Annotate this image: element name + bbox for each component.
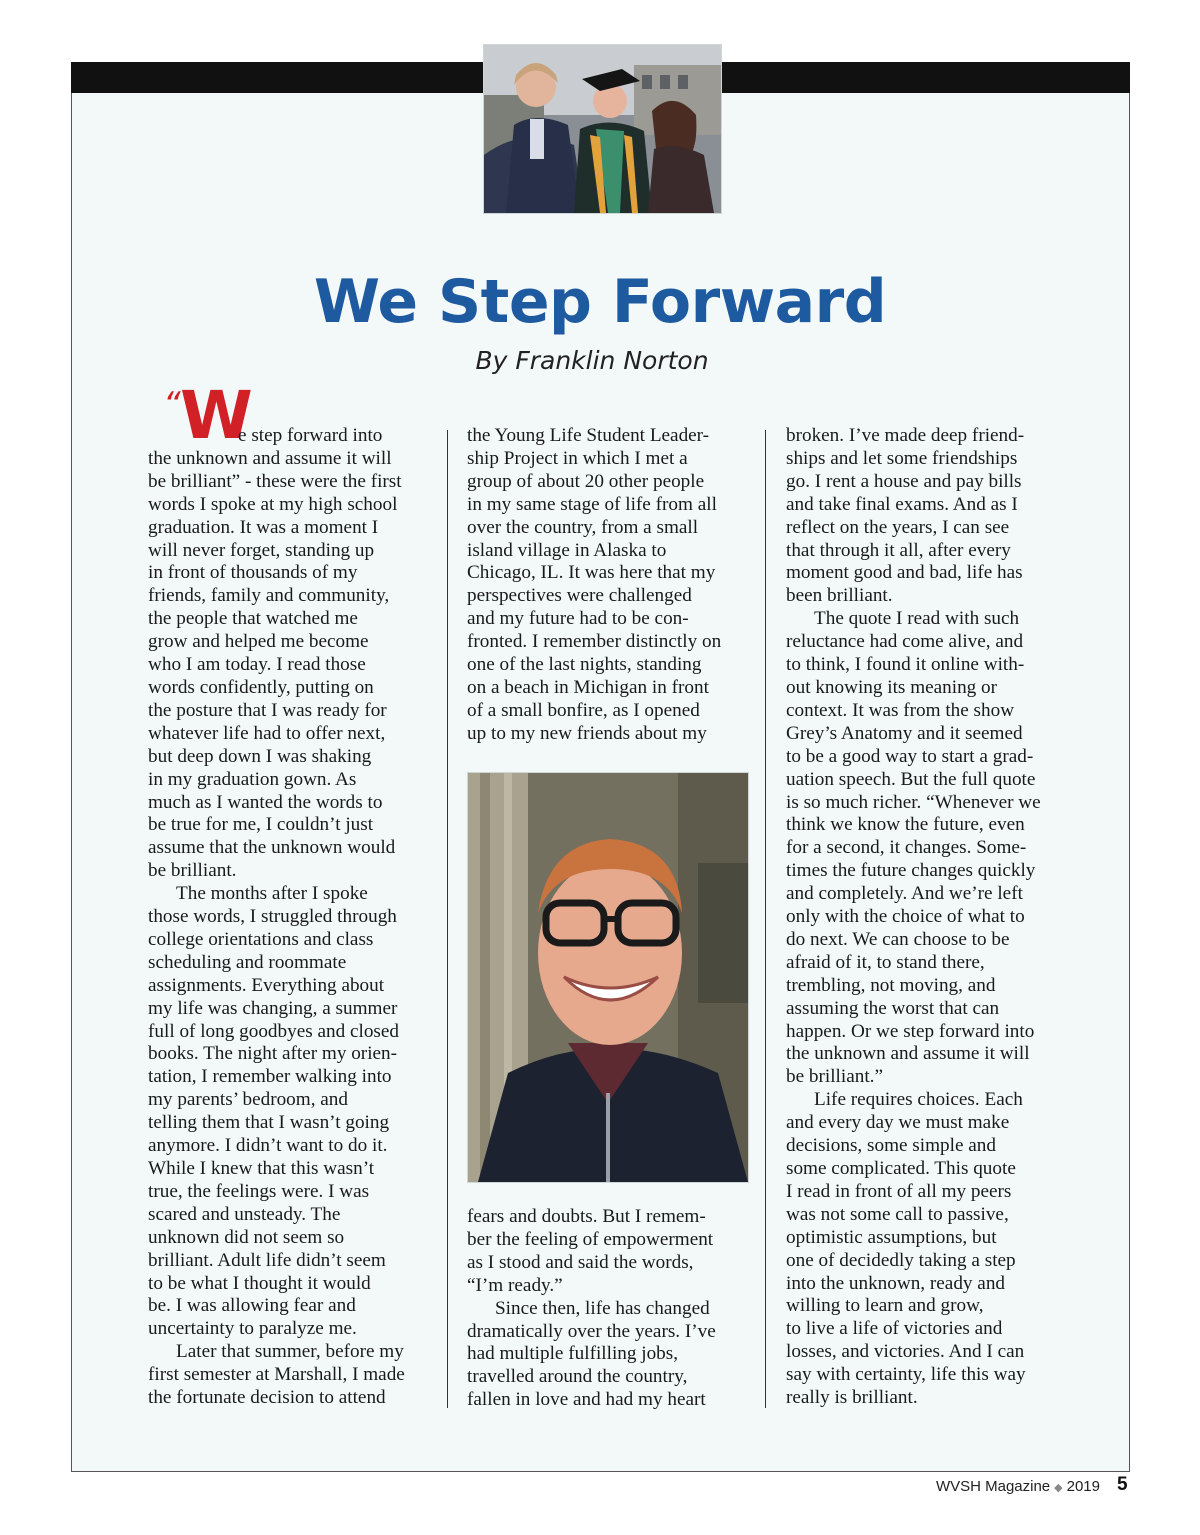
text-line: assignments. Everything about (148, 974, 385, 996)
column-three (786, 425, 1081, 1410)
diamond-separator-icon: ◆ (1054, 1482, 1063, 1494)
text-line: reflect on the years, I can see (786, 516, 1010, 538)
text-line: those words, I struggled through (148, 906, 397, 928)
drop-cap: W (180, 377, 253, 454)
issue-year: 2019 (1066, 1478, 1100, 1495)
text-line: dramatically over the years. I’ve (467, 1320, 716, 1342)
text-line: the people that watched me (148, 608, 358, 630)
page-number: 5 (1117, 1474, 1128, 1495)
paragraph (148, 883, 438, 1341)
text-line: of a small bonfire, as I opened (467, 699, 700, 721)
graduation-photo (483, 44, 722, 214)
text-line: in my same stage of life from all (467, 493, 717, 515)
paragraph (148, 1341, 438, 1410)
text-line: some complicated. This quote (786, 1158, 1016, 1179)
text-line: and take final exams. And as I (786, 493, 1018, 515)
page-footer (936, 1476, 1100, 1499)
text-line: into the unknown, ready and (786, 1272, 1006, 1294)
text-line: perspectives were challenged (467, 585, 692, 607)
column-divider-right (765, 430, 766, 1408)
text-line: be brilliant.” (786, 1066, 883, 1088)
text-line: college orientations and class (148, 928, 374, 950)
paragraph (786, 608, 1081, 1089)
text-line: books. The night after my orien- (148, 1043, 398, 1065)
text-line: e step forward into (238, 425, 383, 446)
text-line: times the future changes quickly (786, 860, 1036, 882)
text-line: telling them that I wasn’t going (148, 1112, 390, 1134)
text-line: out knowing its meaning or (786, 676, 998, 698)
publication-name: WVSH Magazine (935, 1478, 1051, 1495)
text-line: the posture that I was ready for (148, 699, 387, 721)
text-line: losses, and victories. And I can (786, 1341, 1025, 1363)
paragraph (786, 1089, 1081, 1410)
text-line: for a second, it changes. Some- (786, 837, 1027, 859)
text-line: assume that the unknown would (148, 837, 396, 859)
text-line: one of decidedly taking a step (786, 1249, 1016, 1271)
text-line: on a beach in Michigan in front (467, 676, 709, 698)
text-line: context. It was from the show (786, 699, 1015, 721)
text-line: and completely. And we’re left (786, 883, 1023, 905)
portrait-photo-image (468, 773, 748, 1182)
paragraph (467, 425, 757, 746)
text-line: be brilliant” - these were the first (148, 470, 402, 492)
column-divider-left (447, 430, 448, 1408)
article-byline: By Franklin Norton (475, 346, 709, 375)
text-line: my life was changing, a summer (148, 997, 398, 1019)
text-line: and every day we must make (786, 1112, 1010, 1134)
text-line: my parents’ bedroom, and (148, 1089, 348, 1111)
paragraph (467, 1298, 757, 1413)
text-line: decisions, some simple and (786, 1135, 996, 1157)
text-line: words confidently, putting on (148, 676, 374, 698)
graduation-photo-image (484, 45, 721, 213)
text-line: had multiple fulfilling jobs, (467, 1343, 679, 1365)
text-line: While I knew that this wasn’t (148, 1158, 375, 1179)
text-line: assuming the worst that can (786, 997, 1000, 1019)
text-line: The quote I read with such (814, 608, 1020, 630)
text-line: up to my new friends about my (467, 722, 707, 744)
text-line: grow and helped me become (148, 631, 369, 653)
text-line: whatever life had to offer next, (148, 722, 386, 744)
text-line: ships and let some friendships (786, 447, 1018, 469)
text-line: and my future had to be con- (467, 608, 689, 630)
text-line: go. I rent a house and pay bills (786, 470, 1022, 492)
text-line: trembling, not moving, and (786, 974, 996, 996)
paragraph (786, 425, 1081, 608)
text-line: brilliant. Adult life didn’t seem (148, 1249, 386, 1271)
text-line: over the country, from a small (467, 516, 699, 538)
text-line: to live a life of victories and (786, 1318, 1003, 1340)
text-line: the unknown and assume it will (786, 1043, 1030, 1065)
column-two-bottom (467, 1206, 757, 1412)
column-one (148, 425, 438, 1410)
text-line: uation speech. But the full quote (786, 768, 1036, 790)
text-line: much as I wanted the words to (148, 791, 383, 813)
text-line: ship Project in which I met a (467, 447, 688, 469)
text-line: really is brilliant. (786, 1387, 918, 1409)
text-line: true, the feelings were. I was (148, 1180, 370, 1202)
text-line: graduation. It was a moment I (148, 516, 379, 538)
text-line: “I’m ready.” (467, 1274, 563, 1296)
text-line: reluctance had come alive, and (786, 631, 1024, 653)
text-line: scared and unsteady. The (148, 1203, 341, 1225)
text-line: willing to learn and grow, (786, 1295, 984, 1317)
text-line: uncertainty to paralyze me. (148, 1318, 357, 1340)
text-line: full of long goodbyes and closed (148, 1020, 399, 1042)
text-line: I read in front of all my peers (786, 1180, 1012, 1202)
text-line: to think, I found it online with- (786, 654, 1025, 676)
text-line: only with the choice of what to (786, 906, 1025, 928)
text-line: happen. Or we step forward into (786, 1020, 1035, 1042)
text-line: afraid of it, to stand there, (786, 951, 985, 973)
text-line: fronted. I remember distinctly on (467, 631, 722, 653)
text-line: Life requires choices. Each (814, 1089, 1023, 1111)
text-line: in my graduation gown. As (148, 768, 357, 790)
text-line: the unknown and assume it will (148, 447, 392, 469)
text-line: anymore. I didn’t want to do it. (148, 1135, 388, 1157)
text-line: was not some call to passive, (786, 1203, 1009, 1225)
text-line: words I spoke at my high school (148, 493, 398, 515)
opening-quote-mark: “ (163, 385, 181, 425)
text-line: do next. We can choose to be (786, 928, 1010, 950)
portrait-photo (467, 772, 749, 1183)
text-line: scheduling and roommate (148, 951, 347, 973)
text-line: moment good and bad, life has (786, 562, 1023, 584)
text-line: be true for me, I couldn’t just (148, 814, 374, 836)
text-line: ber the feeling of empowerment (467, 1228, 714, 1250)
text-line: fears and doubts. But I remem- (467, 1206, 706, 1227)
column-two-top (467, 425, 757, 746)
text-line: group of about 20 other people (467, 470, 705, 492)
text-line: tation, I remember walking into (148, 1066, 392, 1088)
text-line: first semester at Marshall, I made (148, 1364, 405, 1386)
text-line: be. I was allowing fear and (148, 1295, 356, 1317)
text-line: say with certainty, life this way (786, 1364, 1026, 1386)
text-line: The months after I spoke (176, 883, 368, 905)
text-line: unknown did not seem so (148, 1226, 345, 1248)
text-line: Later that summer, before my (176, 1341, 404, 1363)
text-line: who I am today. I read those (148, 654, 366, 676)
text-line: be brilliant. (148, 860, 237, 882)
text-line: one of the last nights, standing (467, 654, 702, 676)
text-line: the Young Life Student Leader- (467, 425, 710, 446)
text-line: as I stood and said the words, (467, 1251, 694, 1273)
text-line: Chicago, IL. It was here that my (467, 562, 716, 584)
text-line: fallen in love and had my heart (467, 1389, 706, 1411)
article-title: We Step Forward (313, 267, 887, 337)
paragraph (148, 425, 438, 883)
text-line: but deep down I was shaking (148, 745, 372, 767)
text-line: friends, family and community, (148, 585, 390, 607)
paragraph (467, 1206, 757, 1298)
text-line: think we know the future, even (786, 814, 1025, 836)
text-line: in front of thousands of my (148, 562, 358, 584)
text-line: been brilliant. (786, 585, 893, 607)
text-line: to be what I thought it would (148, 1272, 371, 1294)
text-line: is so much richer. “Whenever we (786, 791, 1041, 813)
text-line: that through it all, after every (786, 539, 1011, 561)
text-line: island village in Alaska to (467, 539, 667, 561)
text-line: Grey’s Anatomy and it seemed (786, 722, 1023, 744)
text-line: optimistic assumptions, but (786, 1226, 997, 1248)
text-line: the fortunate decision to attend (148, 1387, 386, 1409)
text-line: will never forget, standing up (148, 539, 375, 561)
text-line: Since then, life has changed (495, 1297, 710, 1319)
text-line: travelled around the country, (467, 1366, 688, 1388)
text-line: to be a good way to start a grad- (786, 745, 1034, 767)
text-line: broken. I’ve made deep friend- (786, 425, 1025, 446)
